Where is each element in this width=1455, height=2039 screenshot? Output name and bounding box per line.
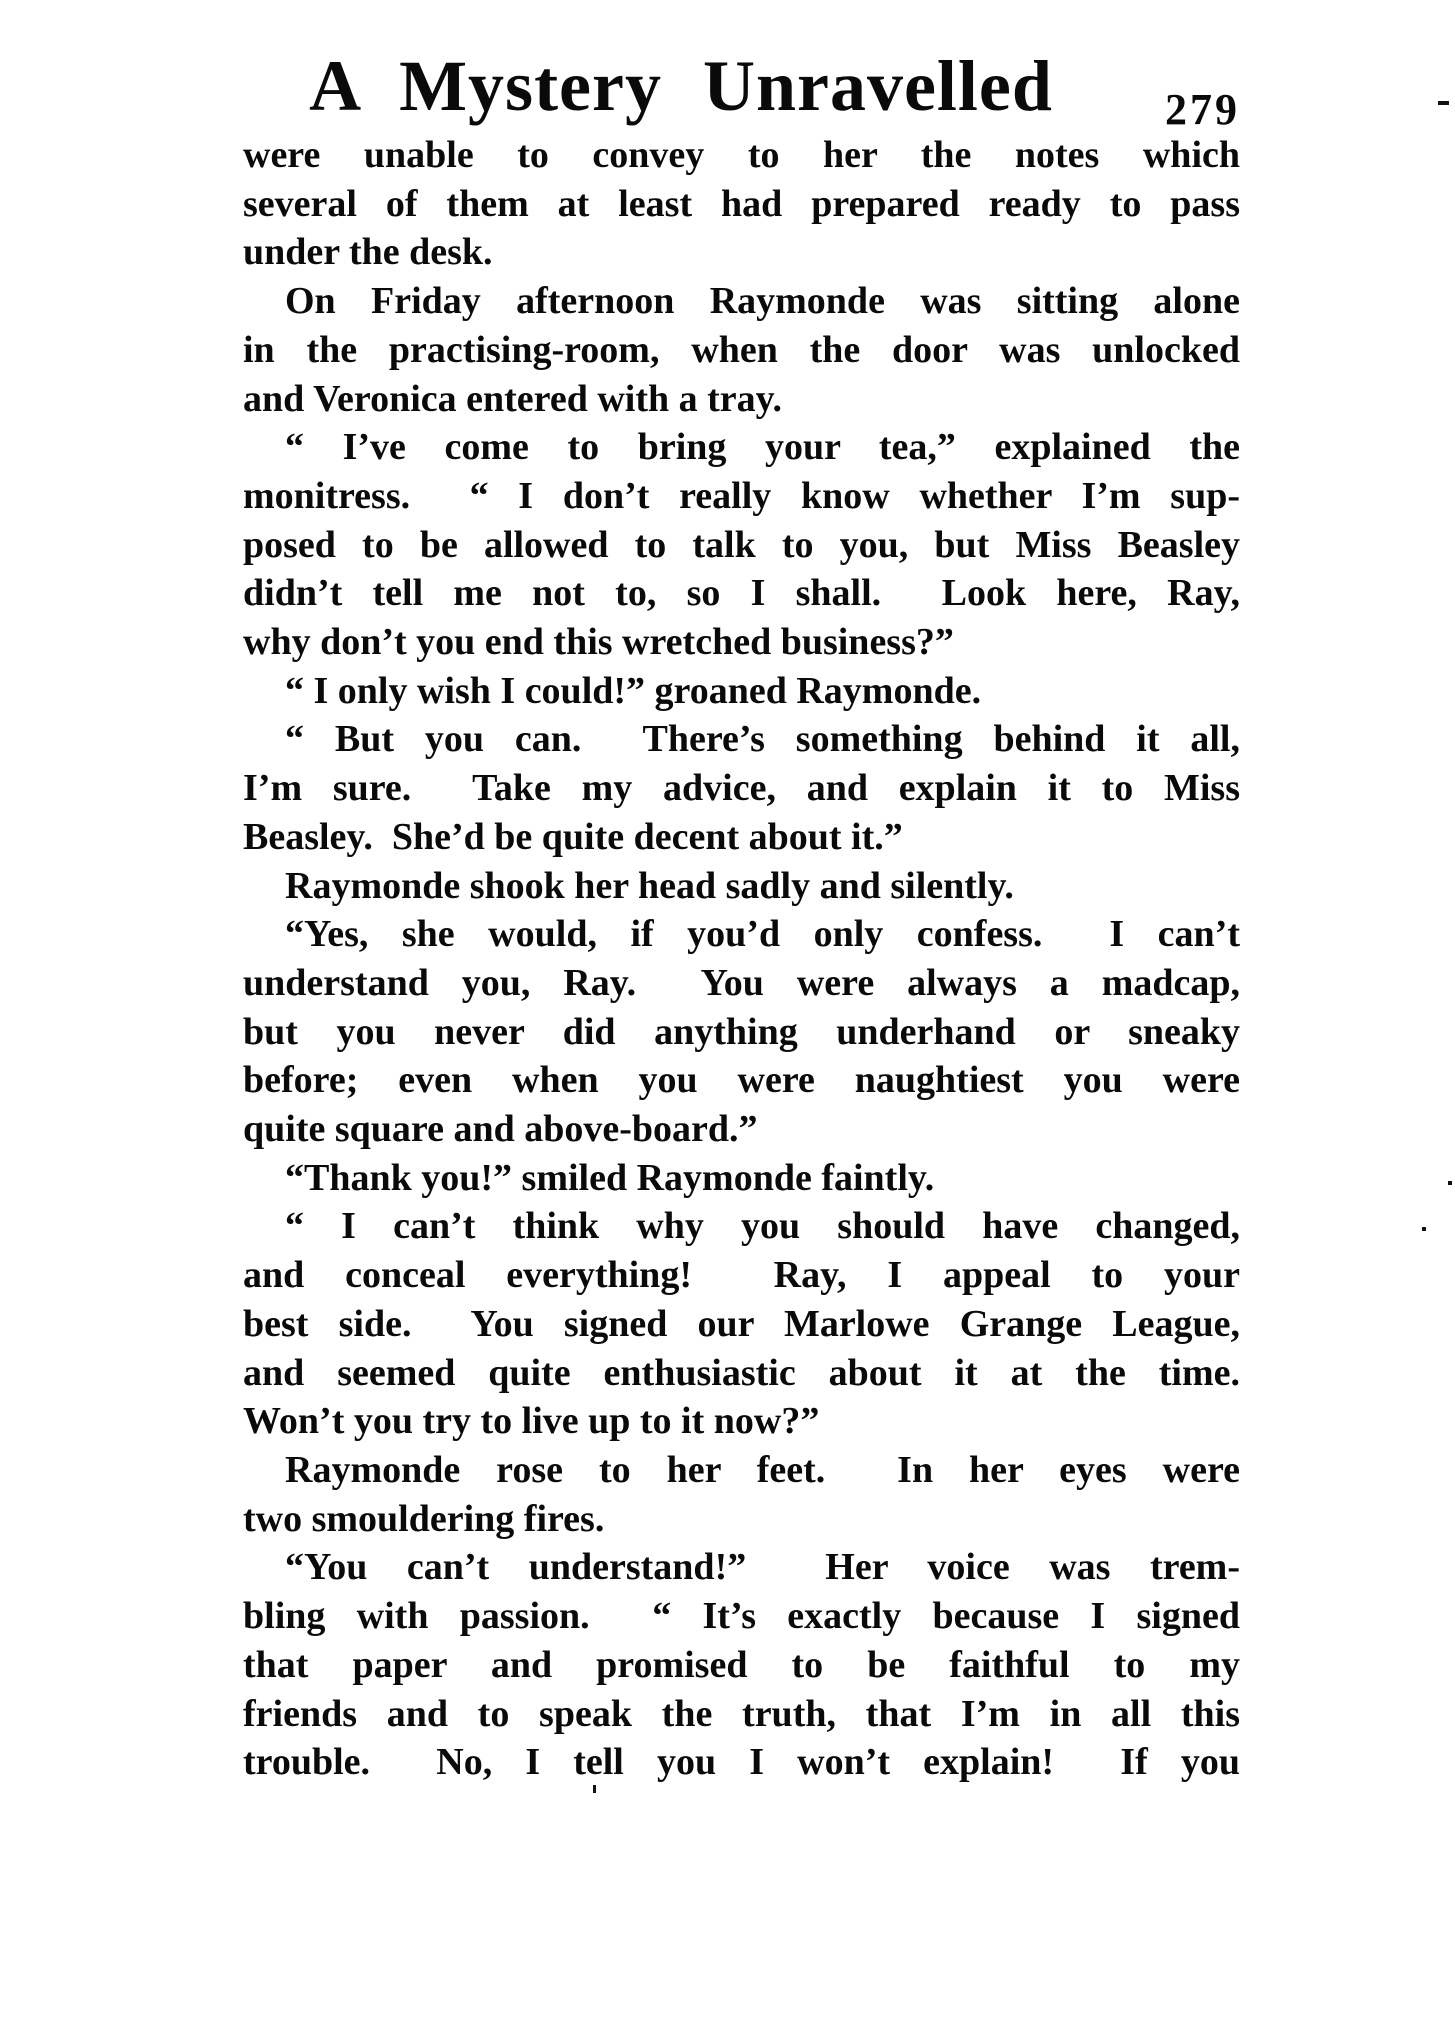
paragraph	[243, 1154, 1240, 1203]
text-line: “ I only wish I could!” groaned Raymonde.	[285, 669, 982, 712]
paragraph	[243, 667, 1240, 716]
text-line: posed to be allowed to talk to you, but Miss Beasley	[243, 523, 1240, 566]
scan-speck	[1448, 1181, 1452, 1185]
text-line: Raymonde shook her head sadly and silently.	[285, 864, 1014, 907]
text-line: and conceal everything! Ray, I appeal to your	[243, 1254, 1240, 1297]
text-line: On Friday afternoon Raymonde was sitting alone	[285, 280, 1240, 323]
paragraph	[243, 1202, 1240, 1446]
text-line: “Yes, she would, if you’d only confess. I can’t	[285, 913, 1240, 956]
text-line: bling with passion. “ It’s exactly because I signed	[243, 1595, 1240, 1638]
text-line: two smouldering fires.	[243, 1497, 605, 1540]
text-line: understand you, Ray. You were always a madcap,	[243, 961, 1240, 1004]
text-line: and seemed quite enthusiastic about it at the time.	[243, 1351, 1240, 1394]
text-line: that paper and promised to be faithful to my	[243, 1643, 1240, 1686]
text-line: and Veronica entered with a tray.	[243, 377, 783, 420]
text-line: “Thank you!” smiled Raymonde faintly.	[285, 1156, 935, 1199]
text-line: “ But you can. There’s something behind it all,	[285, 718, 1240, 761]
text-line: trouble. No, I tell you I won’t explain! If you	[243, 1741, 1240, 1784]
paragraph	[243, 862, 1240, 911]
paragraph	[243, 277, 1240, 423]
text-line: under the desk.	[243, 231, 493, 274]
text-line: before; even when you were naughtiest you were	[243, 1059, 1240, 1102]
text-line: Won’t you try to live up to it now?”	[243, 1400, 820, 1443]
paragraph	[243, 423, 1240, 667]
text-line: monitress. “ I don’t really know whether I’m sup-	[243, 474, 1240, 517]
text-line: why don’t you end this wretched business?”	[243, 621, 954, 664]
text-line: in the practising-room, when the door was unlocked	[243, 328, 1240, 371]
paragraph	[243, 910, 1240, 1154]
paragraph	[243, 1446, 1240, 1543]
text-block	[243, 131, 1240, 1787]
paragraph	[243, 1543, 1240, 1787]
text-line: “You can’t understand!” Her voice was trem-	[285, 1546, 1240, 1589]
text-line: Raymonde rose to her feet. In her eyes were	[285, 1448, 1240, 1491]
scan-speck	[1422, 1227, 1426, 1231]
text-line: were unable to convey to her the notes which	[243, 134, 1240, 176]
text-line: Beasley. She’d be quite decent about it.”	[243, 815, 903, 858]
scan-speck	[1438, 101, 1449, 105]
text-line: best side. You signed our Marlowe Grange League,	[243, 1302, 1240, 1345]
text-line: “ I’ve come to bring your tea,” explained the	[285, 426, 1240, 469]
text-line: didn’t tell me not to, so I shall. Look here, Ray,	[243, 572, 1240, 615]
text-line: I’m sure. Take my advice, and explain it to Miss	[243, 767, 1240, 810]
page-title: A Mystery Unravelled	[309, 46, 1053, 126]
page-number: 279	[1165, 85, 1240, 134]
text-line: “ I can’t think why you should have changed,	[285, 1205, 1240, 1248]
scan-speck	[593, 1785, 596, 1793]
text-line: but you never did anything underhand or sneaky	[243, 1010, 1240, 1053]
paragraph	[243, 131, 1240, 277]
paragraph	[243, 715, 1240, 861]
text-line: several of them at least had prepared ready to pass	[243, 182, 1240, 225]
text-line: friends and to speak the truth, that I’m in all this	[243, 1692, 1240, 1735]
text-line: quite square and above-board.”	[243, 1108, 758, 1151]
